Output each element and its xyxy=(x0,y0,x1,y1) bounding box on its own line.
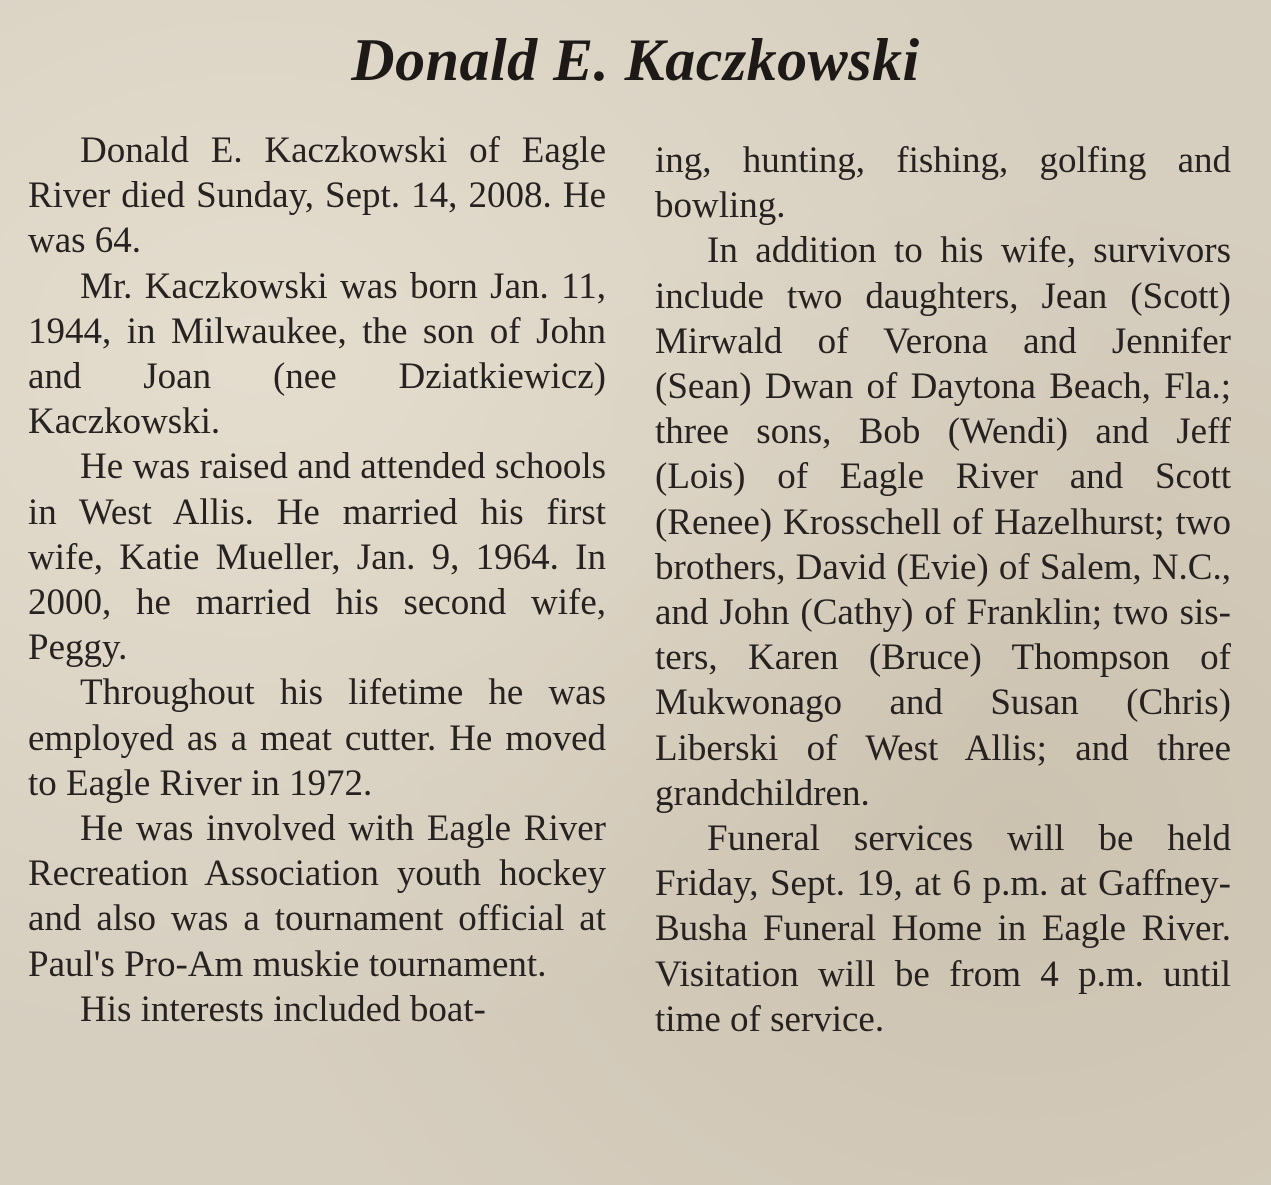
paragraph-interests-end: ing, hunting, fishing, golfing and bowling. xyxy=(655,140,1231,227)
column-gutter xyxy=(628,130,629,1160)
left-column xyxy=(28,128,606,1032)
paragraph-interests-start: His interests included boat- xyxy=(80,988,486,1030)
paragraph-involvement: He was involved with Eagle River Recreation Association youth hockey and also was a tournament official at Paul's Pro-Am muskie tournament. xyxy=(28,808,606,985)
paragraph-funeral-services: Funeral services will be held Friday, Sept. 19, at 6 p.m. at Gaffney-Busha Funeral Home in Eagle River. Visitation will be from 4 p.m. until time of service. xyxy=(655,818,1231,1040)
paragraph-birth: Mr. Kaczkowski was born Jan. 11, 1944, in Milwaukee, the son of John and Joan (nee Dziatkiewicz) Kaczkowski. xyxy=(28,265,606,443)
paragraph-employment: Throughout his lifetime he was employed as a meat cutter. He moved to Eagle River in 1972. xyxy=(28,672,606,804)
paragraph-marriages: He was raised and attended schools in West Allis. He married his first wife, Katie Mueller, Jan. 9, 1964. In 2000, he married his second wife, Peggy. xyxy=(28,446,606,669)
paragraph-death-notice: Donald E. Kaczkowski of Eagle River died Sunday, Sept. 14, 2008. He was 64. xyxy=(28,130,606,262)
right-column xyxy=(655,138,1231,1042)
obituary-headline: Donald E. Kaczkowski xyxy=(351,27,920,93)
paragraph-survivors: In addition to his wife, survivors include two daughters, Jean (Scott) Mirwald of Verona and Jennifer (Sean) Dwan of Daytona Beach, Fla.; three sons, Bob (Wendi) and Jeff (Lois) of Eagle River and Scott (Renee) Krosschell of Hazelhurst; two brothers, David (Evie) of Salem, N.C., and John (Cathy) of Franklin; two sisters, Karen (Bruce) Thompson of Mukwonago and Susan (Chris) Liberski of West Allis; and three grandchildren. xyxy=(655,230,1231,814)
